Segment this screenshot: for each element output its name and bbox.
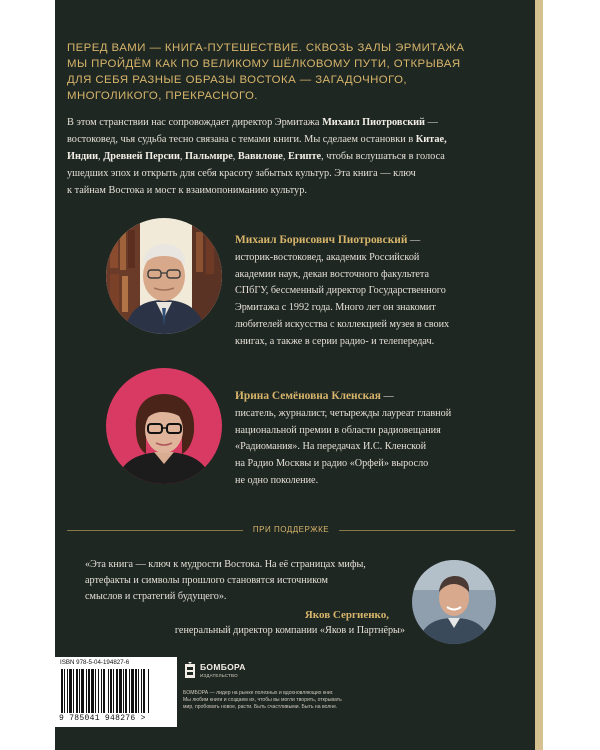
tagline-line: Мы любим книги и создаем их, чтобы вы могли творить, открывать <box>183 697 342 703</box>
portrait-piotrovsky-image <box>106 218 222 334</box>
spine-edge <box>535 0 543 750</box>
paragraph-bold: Древней Персии <box>103 151 180 162</box>
paragraph-line: ушедших эпох и открыть для себя красоту забытых культур. Эта книга — ключ <box>67 168 416 179</box>
intro-line: ДЛЯ СЕБЯ РАЗНЫЕ ОБРАЗЫ ВОСТОКА — ЗАГАДОЧНОГО, <box>67 74 408 86</box>
paragraph-text: — <box>425 117 438 128</box>
paragraph-bold: Индии <box>67 151 99 162</box>
bio-name-line <box>235 232 525 250</box>
bio-name: Ирина Семёновна Кленская <box>235 390 381 402</box>
bombora-logo-icon <box>183 662 197 680</box>
paragraph-text: В этом странствии нас сопровождает директор Эрмитажа <box>67 117 323 128</box>
bio-line: СПбГУ, бессменный директор Государственного <box>235 285 446 297</box>
bio-line: любителей искусства с коллекцией музея в своих <box>235 318 450 330</box>
paragraph-text: , <box>98 151 104 162</box>
bio-line: на Радио Москвы и радио «Орфей» выросло <box>235 458 429 470</box>
book-back-cover <box>55 0 535 750</box>
bio-piotrovsky <box>235 232 525 351</box>
isbn-text: ISBN 978-5-04-194827-6 <box>60 659 130 666</box>
bio-line: писатель, журналист, четырежды лауреат главной <box>235 407 452 419</box>
support-label: ПРИ ПОДДЕРЖКЕ <box>252 525 330 534</box>
barcode-digits: 9 785041 948276 > <box>59 714 146 723</box>
bio-klenskaya <box>235 388 525 490</box>
portrait-piotrovsky <box>106 218 222 334</box>
bio-line: национальной премии в области радиовещания <box>235 424 441 436</box>
paragraph-text: , <box>232 151 238 162</box>
bio-line: академии наук, декан восточного факультета <box>235 268 430 280</box>
portrait-sergienko <box>412 560 496 644</box>
barcode-icon <box>59 669 173 713</box>
intro-line: МНОГОЛИКОГО, ПРЕКРАСНОГО. <box>67 90 258 102</box>
barcode-block <box>55 657 177 727</box>
quote-text <box>85 557 403 605</box>
portrait-sergienko-image <box>412 560 496 644</box>
bio-name: Михаил Борисович Пиотровский <box>235 234 408 246</box>
bio-line: «Радиомания». На передачах И.С. Кленской <box>235 441 427 453</box>
portrait-klenskaya-image <box>106 368 222 484</box>
tagline-line: БОМБОРА — лидер на рынке полезных и вдохновляющих книг. <box>183 690 334 696</box>
publisher-logo <box>183 660 253 684</box>
quote-author-title: генеральный директор компании «Яков и Партнёры» <box>174 625 405 636</box>
divider-line-right <box>339 530 515 531</box>
support-divider <box>67 523 515 537</box>
quote-line: смыслов и стратегий будущего». <box>85 591 227 602</box>
quote-author-name: Яков Сергиенко, <box>304 609 389 621</box>
paragraph-bold: Вавилоне <box>237 151 283 162</box>
description-paragraph <box>67 114 509 199</box>
publisher-name: БОМБОРА <box>200 662 246 672</box>
bio-line: историк-востоковед, академик Российской <box>235 251 420 263</box>
paragraph-line <box>67 131 509 148</box>
intro-line: МЫ ПРОЙДЁМ КАК ПО ВЕЛИКОМУ ШЁЛКОВОМУ ПУТИ, ОТКРЫВАЯ <box>67 58 461 70</box>
intro-line: ПЕРЕД ВАМИ — КНИГА-ПУТЕШЕСТВИЕ. СКВОЗЬ ЗАЛЫ ЭРМИТАЖА <box>67 42 465 54</box>
bio-line: книгах, а также в серии радио- и телепередач. <box>235 335 435 347</box>
publisher-sub: ИЗДАТЕЛЬСТВО <box>200 673 238 678</box>
bio-name-line <box>235 388 525 406</box>
paragraph-bold: Египте <box>288 151 322 162</box>
quote-line: артефакты и символы прошлого становятся источником <box>85 575 328 586</box>
paragraph-line <box>67 114 509 131</box>
quote-line: «Эта книга — ключ к мудрости Востока. На её страницах мифы, <box>85 559 366 570</box>
paragraph-text: , <box>179 151 186 162</box>
bio-dash: — <box>380 391 394 402</box>
paragraph-bold: Михаил Пиотровский <box>322 117 425 128</box>
intro-text <box>67 40 512 104</box>
paragraph-bold: Китае, <box>415 134 447 145</box>
bio-line: Эрмитажа с 1992 года. Много лет он знакомит <box>235 302 436 314</box>
paragraph-text: востоковед, чья судьба тесно связана с темами книги. Мы сделаем остановки в <box>67 134 416 145</box>
portrait-klenskaya <box>106 368 222 484</box>
paragraph-line <box>67 148 509 165</box>
paragraph-bold: Пальмире <box>185 151 233 162</box>
bio-line: не одно поколение. <box>235 474 319 486</box>
tagline-line: мир, пробовать новое, расти. Быть счастливыми. Быть на волне. <box>183 704 338 710</box>
publisher-tagline <box>183 690 418 711</box>
paragraph-text: , чтобы вслушаться в голоса <box>321 151 445 162</box>
paragraph-text: , <box>282 151 289 162</box>
paragraph-line: к тайнам Востока и мост к взаимопониманию культур. <box>67 185 307 196</box>
bio-dash: — <box>407 235 421 246</box>
quote-attribution <box>175 607 405 639</box>
